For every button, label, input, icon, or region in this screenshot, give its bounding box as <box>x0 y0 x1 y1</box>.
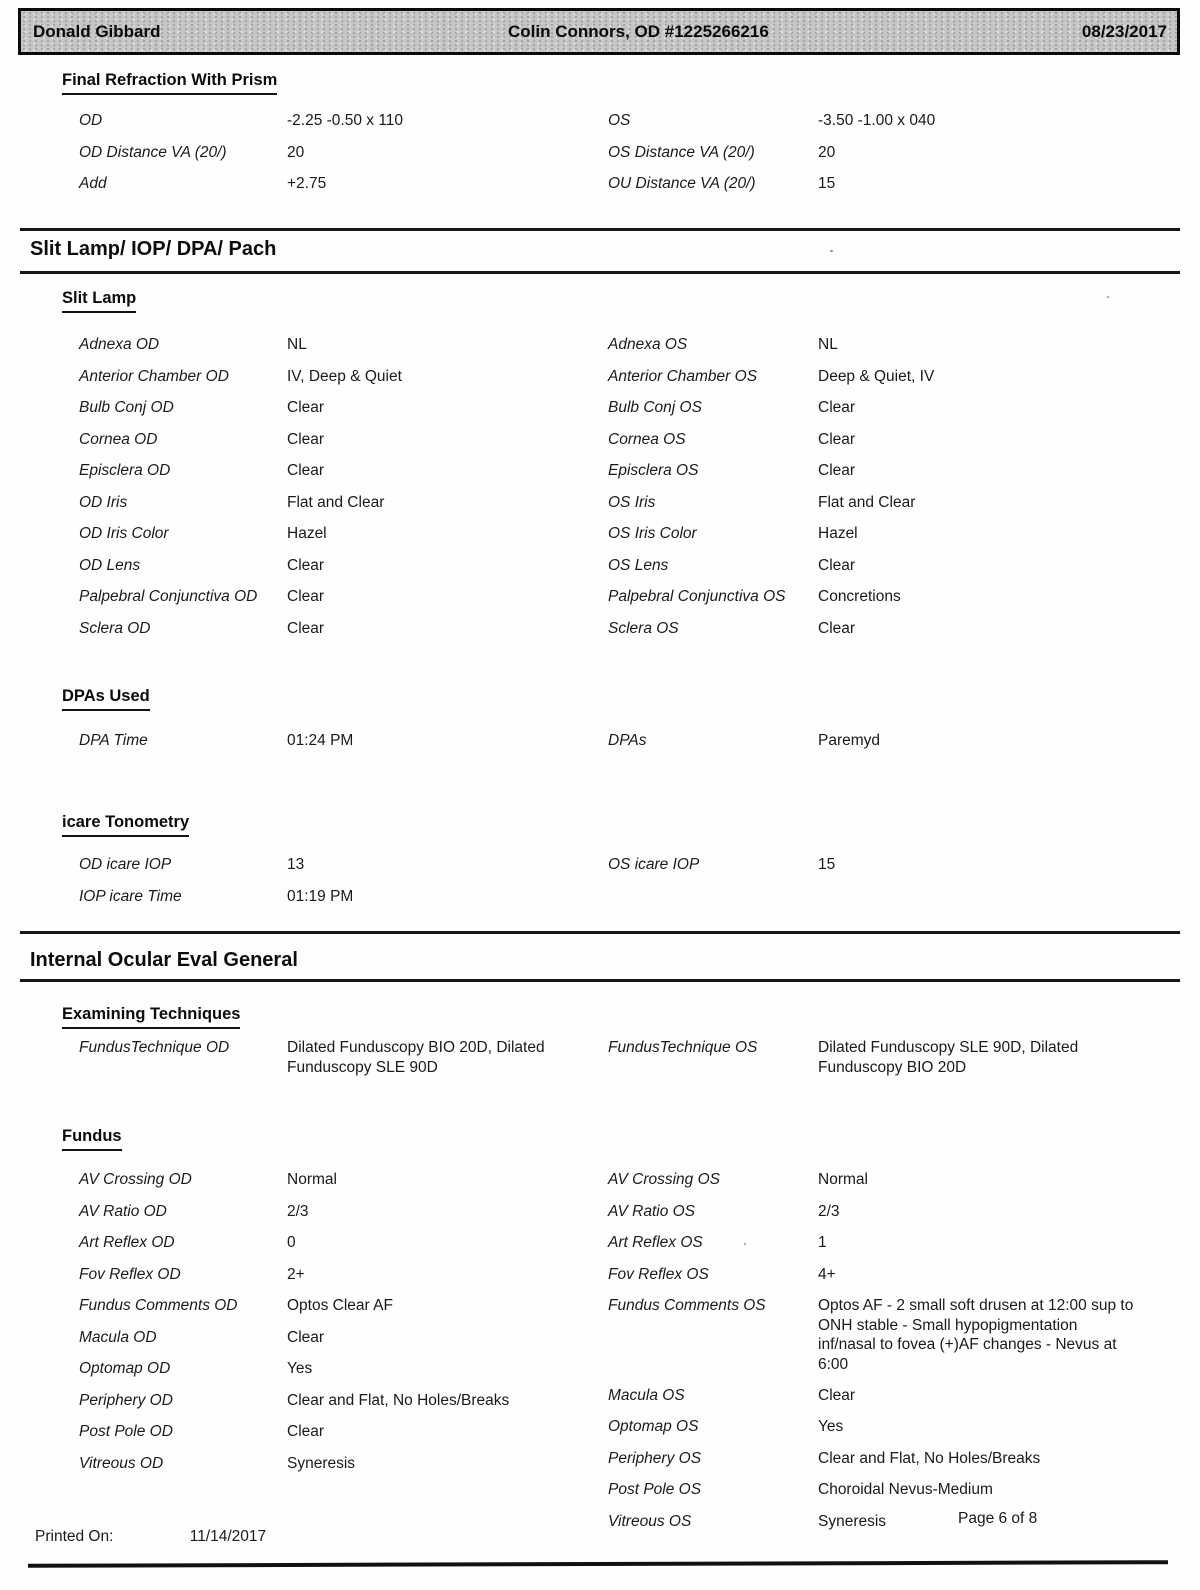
fundus-section <box>0 1126 122 1151</box>
row-label-os: Palpebral Conjunctiva OS <box>608 588 786 605</box>
row-label-os: Adnexa OS <box>608 336 688 353</box>
row-value-od: 20 <box>287 143 305 161</box>
table-row <box>0 430 1200 450</box>
row-value: Clear <box>287 1423 325 1440</box>
table-row <box>0 556 1200 576</box>
row-label: Vitreous OD <box>79 1454 164 1472</box>
row-value-od: IV, Deep & Quiet <box>287 367 402 385</box>
row-label-od: IOP icare Time <box>79 887 182 905</box>
row-value-os: Clear <box>818 399 856 416</box>
horizontal-rule <box>28 1560 1168 1568</box>
row-label: Post Pole OS <box>608 1481 702 1498</box>
row-label-od: OD Iris Color <box>79 525 169 542</box>
row-value: Normal <box>287 1171 337 1188</box>
row-value: 0 <box>287 1234 296 1251</box>
row-label-os: Cornea OS <box>608 430 686 448</box>
document-header-bar <box>18 8 1180 55</box>
row-value-os: Dilated Funduscopy SLE 90D, Dilated Funduscopy BIO 20D <box>818 1039 1079 1076</box>
row-label-os: OS Distance VA (20/) <box>608 143 755 161</box>
row-label: Fundus Comments OD <box>79 1297 238 1314</box>
row-label: Art Reflex OS <box>608 1234 703 1251</box>
row-value-od: Clear <box>287 430 325 448</box>
table-row <box>0 587 1200 607</box>
dpas-used-section <box>0 686 1200 763</box>
row-label: Fov Reflex OS <box>608 1265 709 1283</box>
row-value: 4+ <box>818 1265 836 1283</box>
table-row <box>608 1512 1184 1532</box>
visit-date: 08/23/2017 <box>1081 21 1167 41</box>
row-label-od: Adnexa OD <box>79 336 160 353</box>
row-label-os: Anterior Chamber OS <box>608 367 758 385</box>
row-value-os: Clear <box>818 430 856 448</box>
table-row <box>79 1296 606 1316</box>
row-value: 2+ <box>287 1265 305 1283</box>
row-value: Optos Clear AF <box>287 1297 393 1314</box>
row-label: Fov Reflex OD <box>79 1265 181 1283</box>
row-label-os: Bulb Conj OS <box>608 399 702 416</box>
table-row <box>0 335 1200 355</box>
final-refraction-table <box>0 111 1200 194</box>
examining-techniques-title: Examining Techniques <box>62 1004 240 1029</box>
table-row <box>608 1233 1184 1253</box>
row-value-od: 13 <box>287 856 305 873</box>
row-value-os: Deep & Quiet, IV <box>818 367 935 385</box>
row-label-os: Sclera OS <box>608 619 679 637</box>
row-label: Optomap OD <box>79 1360 171 1377</box>
row-label-os: FundusTechnique OS <box>608 1039 758 1056</box>
final-refraction-section <box>0 70 1200 206</box>
row-label: AV Ratio OD <box>79 1202 167 1220</box>
table-row <box>0 143 1200 163</box>
examining-techniques-section <box>0 1004 1200 1090</box>
row-value-os: Concretions <box>818 588 901 605</box>
table-row <box>0 1038 1200 1078</box>
table-row <box>79 1202 606 1222</box>
row-label-od: OD Iris <box>79 493 128 511</box>
row-label: Macula OD <box>79 1328 157 1346</box>
icare-tonometry-table <box>0 855 1200 907</box>
row-label: AV Ratio OS <box>608 1202 696 1220</box>
row-label-od: FundusTechnique OD <box>79 1039 230 1056</box>
row-value-od: Clear <box>287 619 325 637</box>
horizontal-rule <box>20 228 1180 231</box>
row-label-od: OD icare IOP <box>79 856 172 873</box>
row-value-os: Clear <box>818 619 856 637</box>
scan-speck <box>744 1243 746 1245</box>
row-value-os: -3.50 -1.00 x 040 <box>818 112 936 129</box>
row-value: 1 <box>818 1234 827 1251</box>
row-value: 2/3 <box>287 1202 309 1220</box>
dpas-used-title: DPAs Used <box>62 686 150 711</box>
row-label-os: Episclera OS <box>608 462 699 479</box>
row-label-od: Cornea OD <box>79 430 158 448</box>
row-label-os: OS Iris <box>608 493 656 511</box>
row-label-od: Add <box>79 175 107 192</box>
row-value: Optos AF - 2 small soft drusen at 12:00 sup to ONH stable - Small hypopigmentation inf/nasal to fovea (+)AF changes - Nevus at 6:00 <box>818 1297 1134 1373</box>
row-value: Clear <box>818 1386 856 1404</box>
row-label: Periphery OD <box>79 1391 173 1409</box>
row-label: AV Crossing OD <box>79 1171 192 1188</box>
row-value-od: Clear <box>287 399 325 416</box>
row-label: Macula OS <box>608 1386 685 1404</box>
row-label: Post Pole OD <box>79 1423 173 1440</box>
row-label: Art Reflex OD <box>79 1234 175 1251</box>
row-value-od: Flat and Clear <box>287 493 385 511</box>
scan-speck <box>830 250 833 252</box>
table-row <box>608 1417 1184 1437</box>
row-value-os: Clear <box>818 556 856 574</box>
row-value-od: 01:19 PM <box>287 887 354 905</box>
fundus-title: Fundus <box>62 1126 122 1151</box>
row-value: Choroidal Nevus-Medium <box>818 1481 993 1498</box>
row-value: Clear <box>287 1328 325 1346</box>
page-number: Page 6 of 8 <box>958 1510 1038 1527</box>
row-value: Yes <box>287 1360 313 1377</box>
row-label-od: Sclera OD <box>79 619 151 637</box>
table-row <box>0 398 1200 418</box>
icare-tonometry-section <box>0 812 1200 918</box>
patient-name: Donald Gibbard <box>33 21 161 41</box>
table-row <box>608 1202 1184 1222</box>
row-value: 01:24 PM <box>287 732 354 749</box>
row-label: AV Crossing OS <box>608 1171 720 1188</box>
row-label-od: OD <box>79 112 103 129</box>
row-value: Clear and Flat, No Holes/Breaks <box>287 1391 510 1409</box>
row-label-od: Bulb Conj OD <box>79 399 174 416</box>
row-value: Yes <box>818 1418 844 1435</box>
table-row <box>608 1265 1184 1285</box>
row-label-od: Anterior Chamber OD <box>79 367 229 385</box>
scan-speck <box>1107 296 1109 298</box>
internal-ocular-group-title: Internal Ocular Eval General <box>30 949 298 971</box>
row-value-os: Flat and Clear <box>818 493 916 511</box>
horizontal-rule <box>20 271 1180 274</box>
row-label-od: OD Distance VA (20/) <box>79 143 227 161</box>
row-label-os: OS Lens <box>608 556 669 574</box>
row-value-od: -2.25 -0.50 x 110 <box>287 112 404 129</box>
table-row <box>0 367 1200 387</box>
row-value-od: Dilated Funduscopy BIO 20D, Dilated Funduscopy SLE 90D <box>287 1039 545 1076</box>
table-row <box>0 731 1200 751</box>
table-row <box>0 174 1200 194</box>
row-value: Syneresis <box>287 1454 356 1472</box>
table-row <box>79 1422 606 1442</box>
row-label-od: Palpebral Conjunctiva OD <box>79 588 258 605</box>
table-row <box>0 461 1200 481</box>
printed-on-date: 11/14/2017 <box>189 1528 267 1545</box>
row-label: DPA Time <box>79 732 148 749</box>
table-row <box>0 887 1200 907</box>
row-value-os: 20 <box>818 143 836 161</box>
dpas-used-table <box>0 731 1200 751</box>
row-label: Optomap OS <box>608 1418 699 1435</box>
row-label-od: OD Lens <box>79 556 141 574</box>
slit-lamp-title: Slit Lamp <box>62 288 136 313</box>
icare-tonometry-title: icare Tonometry <box>62 812 189 837</box>
table-row <box>0 493 1200 513</box>
row-value: 2/3 <box>818 1202 840 1220</box>
table-row <box>608 1480 1184 1500</box>
examining-techniques-table <box>0 1038 1200 1078</box>
table-row <box>608 1170 1184 1190</box>
row-value-os: 15 <box>818 856 836 873</box>
table-row <box>79 1265 606 1285</box>
table-row <box>79 1328 606 1348</box>
row-value-os: 15 <box>818 175 836 192</box>
table-row <box>608 1296 1184 1374</box>
table-row <box>79 1391 606 1411</box>
row-value-od: Hazel <box>287 525 327 542</box>
slit-lamp-section <box>0 288 1200 650</box>
row-label-os: OS icare IOP <box>608 856 700 873</box>
printed-on-label: Printed On: <box>35 1528 114 1545</box>
row-value: Syneresis <box>818 1512 887 1530</box>
row-value-od: +2.75 <box>287 175 327 192</box>
row-value: Paremyd <box>818 732 881 749</box>
row-value-od: Clear <box>287 588 325 605</box>
row-value: Clear and Flat, No Holes/Breaks <box>818 1449 1041 1467</box>
row-label: Fundus Comments OS <box>608 1297 766 1314</box>
provider-name: Colin Connors, OD #1225266216 <box>508 21 769 41</box>
row-label-os: OU Distance VA (20/) <box>608 175 756 192</box>
row-value-od: NL <box>287 336 307 353</box>
slit-lamp-table <box>0 335 1200 639</box>
table-row <box>0 524 1200 544</box>
table-row <box>79 1454 606 1474</box>
row-value-os: Hazel <box>818 525 858 542</box>
slit-lamp-group-title: Slit Lamp/ IOP/ DPA/ Pach <box>30 238 277 260</box>
table-row <box>79 1233 606 1253</box>
table-row <box>79 1359 606 1379</box>
table-row <box>0 855 1200 875</box>
fundus-os-column <box>608 1170 1184 1543</box>
printed-on <box>35 1528 266 1546</box>
row-value-os: Clear <box>818 462 856 479</box>
row-value-os: NL <box>818 336 838 353</box>
final-refraction-title: Final Refraction With Prism <box>62 70 277 95</box>
row-label: Vitreous OS <box>608 1512 692 1530</box>
table-row <box>79 1170 606 1190</box>
table-row <box>0 619 1200 639</box>
table-row <box>0 111 1200 131</box>
row-label-od: Episclera OD <box>79 462 171 479</box>
row-value-od: Clear <box>287 462 325 479</box>
row-value-od: Clear <box>287 556 325 574</box>
horizontal-rule <box>20 931 1180 934</box>
row-label: DPAs <box>608 732 647 749</box>
row-label: Periphery OS <box>608 1449 702 1467</box>
row-value: Normal <box>818 1171 868 1188</box>
horizontal-rule <box>20 979 1180 982</box>
row-label-os: OS <box>608 112 631 129</box>
table-row <box>608 1449 1184 1469</box>
table-row <box>608 1386 1184 1406</box>
row-label-os: OS Iris Color <box>608 525 697 542</box>
fundus-od-column <box>79 1170 606 1485</box>
